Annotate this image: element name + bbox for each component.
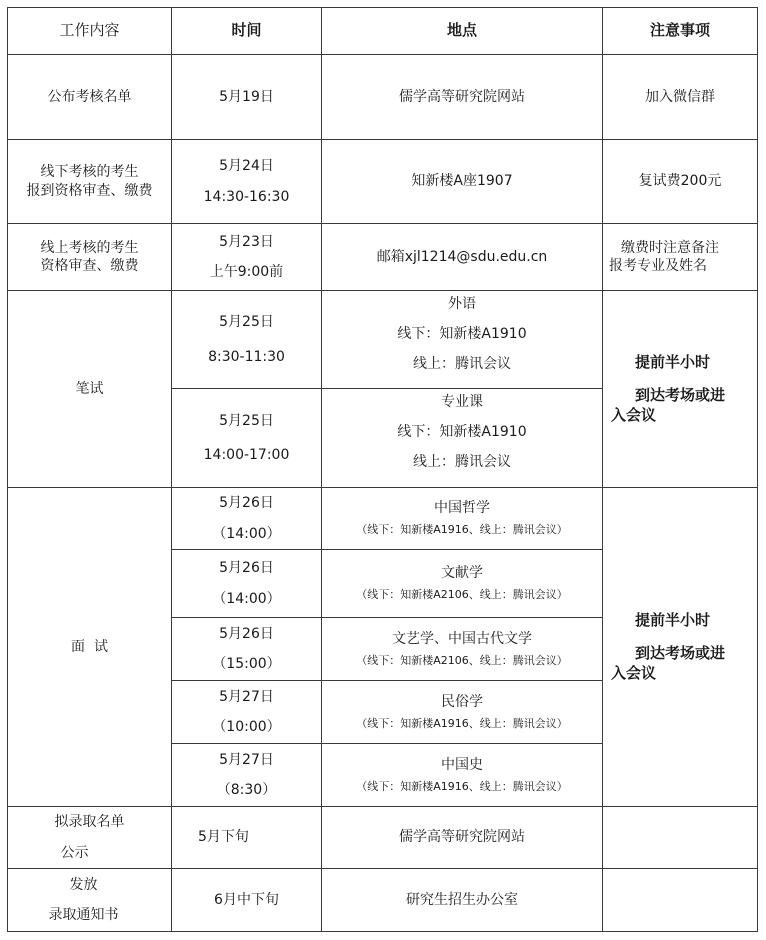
row-offline-place — [321, 139, 603, 224]
row-offline-notes — [602, 139, 758, 224]
row-online-notes-line2: 报考专业及姓名 — [609, 258, 707, 274]
row-publicity-notes — [602, 806, 758, 869]
row-interview-notes — [602, 487, 758, 807]
interview-session-4-subject: 民俗学 — [441, 693, 483, 710]
interview-session-3-hours: （15:00） — [212, 656, 281, 672]
interview-session-5-location: （线下：知新楼A1916、线上：腾讯会议） — [356, 779, 568, 793]
written-session-1-date: 5月25日 — [219, 314, 274, 331]
row-offline-time — [171, 139, 322, 224]
row-online-notes-line1: 缴费时注意备注 — [621, 239, 719, 256]
row-notice-work — [7, 868, 172, 932]
interview-session-4-date: 5月27日 — [219, 688, 274, 705]
schedule-table — [7, 7, 758, 932]
row-online-work-line2: 资格审查、缴费 — [40, 258, 139, 274]
interview-session-5-subject: 中国史 — [441, 756, 483, 773]
row-online-notes — [602, 223, 758, 291]
row-written-notes-line2: 到达考场或进 — [635, 386, 726, 405]
written-session-1-subject: 外语 — [448, 296, 476, 312]
row-publicity-work — [7, 806, 172, 869]
interview-session-2-location: （线下：知新楼A2106、线上：腾讯会议） — [356, 588, 568, 602]
interview-session-5-date: 5月27日 — [219, 751, 274, 768]
written-session-2-hours: 14:00-17:00 — [203, 447, 290, 463]
row-notice-time-text: 6月中下旬 — [214, 891, 279, 908]
row-list-place — [321, 54, 603, 140]
row-publicity-time-text: 5月下旬 — [198, 829, 249, 846]
row-notice-notes — [602, 868, 758, 932]
row-offline-work-line2: 报到资格审查、缴费 — [26, 182, 153, 199]
header-notes-label: 注意事项 — [649, 21, 710, 40]
header-work — [7, 7, 172, 55]
header-place — [321, 7, 603, 55]
row-offline-work — [7, 139, 172, 224]
header-notes — [602, 7, 758, 55]
row-notice-place — [321, 868, 603, 932]
written-session-2-offline: 线下：知新楼A1910 — [397, 424, 527, 441]
row-written-work — [7, 290, 172, 488]
row-notice-time — [171, 868, 322, 932]
interview-session-3-place — [321, 617, 603, 681]
row-offline-work-line1: 线下考核的考生 — [40, 164, 139, 181]
written-session-2-online: 线上：腾讯会议 — [413, 454, 511, 471]
written-session-2-subject: 专业课 — [441, 394, 483, 410]
interview-session-2-date: 5月26日 — [219, 560, 274, 577]
header-work-label: 工作内容 — [59, 21, 120, 40]
row-list-notes — [602, 54, 758, 140]
interview-session-3-date: 5月26日 — [219, 625, 274, 642]
interview-session-1-location: （线下：知新楼A1916、线上：腾讯会议） — [356, 523, 568, 537]
interview-session-1-place — [321, 487, 603, 550]
interview-session-5-place — [321, 743, 603, 807]
interview-session-3-subject: 文艺学、中国古代文学 — [392, 630, 532, 647]
row-publicity-place-text: 儒学高等研究院网站 — [399, 829, 525, 846]
row-interview-notes-line3: 入会议 — [611, 663, 657, 682]
written-session-1-online: 线上：腾讯会议 — [413, 356, 511, 373]
row-publicity-work-line2: 公示 — [60, 844, 89, 861]
row-written-notes-line1: 提前半小时 — [635, 352, 711, 371]
interview-session-5-hours: （8:30） — [216, 782, 277, 798]
row-list-place-text: 儒学高等研究院网站 — [399, 88, 525, 105]
written-session-2-time — [171, 388, 322, 488]
row-list-time-text: 5月19日 — [219, 88, 274, 105]
interview-session-3-time — [171, 617, 322, 681]
written-session-1-time — [171, 290, 322, 389]
row-publicity-place — [321, 806, 603, 869]
header-place-label: 地点 — [446, 21, 477, 40]
row-online-date: 5月23日 — [219, 233, 274, 250]
row-online-place-text: 邮箱xjl1214@sdu.edu.cn — [376, 248, 548, 265]
interview-session-2-hours: （14:00） — [212, 590, 281, 607]
row-offline-hours: 14:30-16:30 — [203, 188, 290, 205]
row-notice-work-line1: 发放 — [69, 876, 98, 893]
row-interview-notes-line2: 到达考场或进 — [635, 644, 726, 663]
row-online-hours: 上午9:00前 — [209, 264, 284, 280]
row-interview-notes-line1: 提前半小时 — [635, 610, 711, 629]
interview-session-1-subject: 中国哲学 — [434, 500, 490, 517]
interview-session-4-hours: （10:00） — [212, 719, 281, 735]
row-interview-work-text: 面 试 — [71, 638, 108, 655]
row-list-time — [171, 54, 322, 140]
written-session-1-offline: 线下：知新楼A1910 — [397, 326, 527, 343]
row-written-notes-line3: 入会议 — [611, 405, 657, 424]
interview-session-2-subject: 文献学 — [441, 565, 483, 582]
written-session-1-hours: 8:30-11:30 — [208, 348, 285, 365]
row-offline-notes-text: 复试费200元 — [638, 173, 722, 190]
row-publicity-work-line1: 拟录取名单 — [54, 814, 125, 831]
interview-session-5-time — [171, 743, 322, 807]
interview-session-4-place — [321, 680, 603, 744]
interview-session-1-time — [171, 487, 322, 550]
written-session-2-date: 5月25日 — [219, 412, 274, 429]
interview-session-1-date: 5月26日 — [219, 495, 274, 512]
row-online-place — [321, 223, 603, 291]
row-list-work — [7, 54, 172, 140]
row-list-work-text: 公布考核名单 — [47, 88, 132, 105]
row-online-time — [171, 223, 322, 291]
interview-session-3-location: （线下：知新楼A2106、线上：腾讯会议） — [356, 653, 568, 667]
row-notice-place-text: 研究生招生办公室 — [406, 891, 518, 908]
interview-session-2-time — [171, 549, 322, 618]
row-online-work — [7, 223, 172, 291]
interview-session-2-place — [321, 549, 603, 618]
row-publicity-time — [171, 806, 322, 869]
row-offline-date: 5月24日 — [219, 158, 274, 175]
written-session-2-place — [321, 388, 603, 488]
header-time-label: 时间 — [231, 21, 262, 40]
row-written-work-text: 笔试 — [75, 380, 104, 397]
interview-session-4-location: （线下：知新楼A1916、线上：腾讯会议） — [356, 716, 568, 730]
row-list-notes-text: 加入微信群 — [645, 88, 715, 105]
row-interview-work — [7, 487, 172, 807]
header-time — [171, 7, 322, 55]
row-offline-place-text: 知新楼A座1907 — [411, 173, 513, 190]
row-notice-work-line2: 录取通知书 — [48, 907, 119, 923]
row-online-work-line1: 线上考核的考生 — [40, 239, 139, 256]
interview-session-4-time — [171, 680, 322, 744]
row-written-notes — [602, 290, 758, 488]
interview-session-1-hours: （14:00） — [212, 525, 281, 542]
written-session-1-place — [321, 290, 603, 389]
